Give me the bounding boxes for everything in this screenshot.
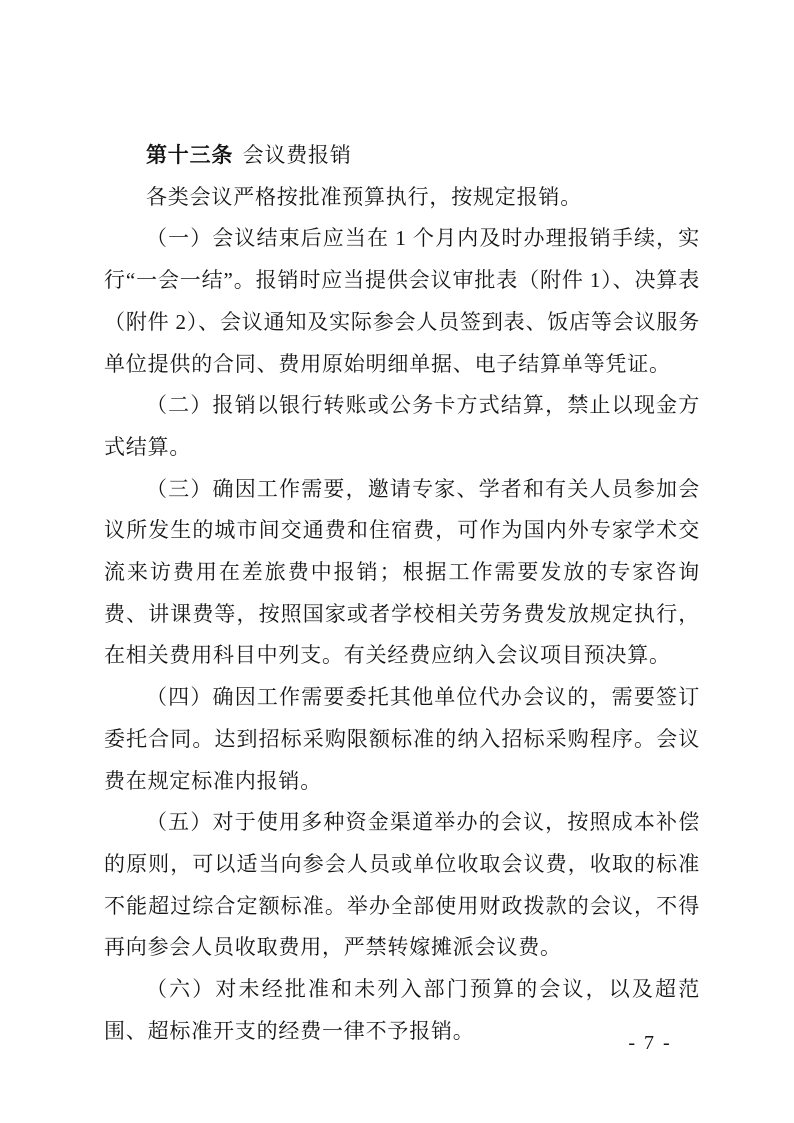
paragraph: （一）会议结束后应当在 1 个月内及时办理报销手续，实行“一会一结”。报销时应当提供会议审批表（附件 1）、决算表（附件 2）、会议通知及实际参会人员签到表、饭店等会议服务单位提供的合同、费用原始明细单据、电子结算单等凭证。 [104,226,700,376]
paragraph: 各类会议严格按批准预算执行，按规定报销。 [146,184,582,209]
paragraph: （五）对于使用多种资金渠道举办的会议，按照成本补偿的原则，可以适当向参会人员或单位收取会议费，收取的标准不能超过综合定额标准。举办全部使用财政拨款的会议，不得再向参会人员收取费用，严禁转嫁摊派会议费。 [104,810,700,960]
page-number: - 7 - [628,1032,672,1054]
section-heading [104,135,700,177]
paragraph: （四）确因工作需要委托其他单位代办会议的，需要签订委托合同。达到招标采购限额标准的纳入招标采购程序。会议费在规定标准内报销。 [104,685,700,793]
paragraph: （二）报销以银行转账或公务卡方式结算，禁止以现金方式结算。 [104,393,700,459]
section-heading-title: 会议费报销 [242,143,352,167]
section-heading-term: 第十三条 [146,143,234,167]
paragraph: （三）确因工作需要，邀请专家、学者和有关人员参加会议所发生的城市间交通费和住宿费，可作为国内外专家学术交流来访费用在差旅费中报销；根据工作需要发放的专家咨询费、讲课费等，按照国家或者学校相关劳务费发放规定执行，在相关费用科目中列支。有关经费应纳入会议项目预决算。 [104,476,700,668]
document-body [104,135,700,1052]
paragraph: （六）对未经批准和未列入部门预算的会议，以及超范围、超标准开支的经费一律不予报销。 [104,977,700,1043]
